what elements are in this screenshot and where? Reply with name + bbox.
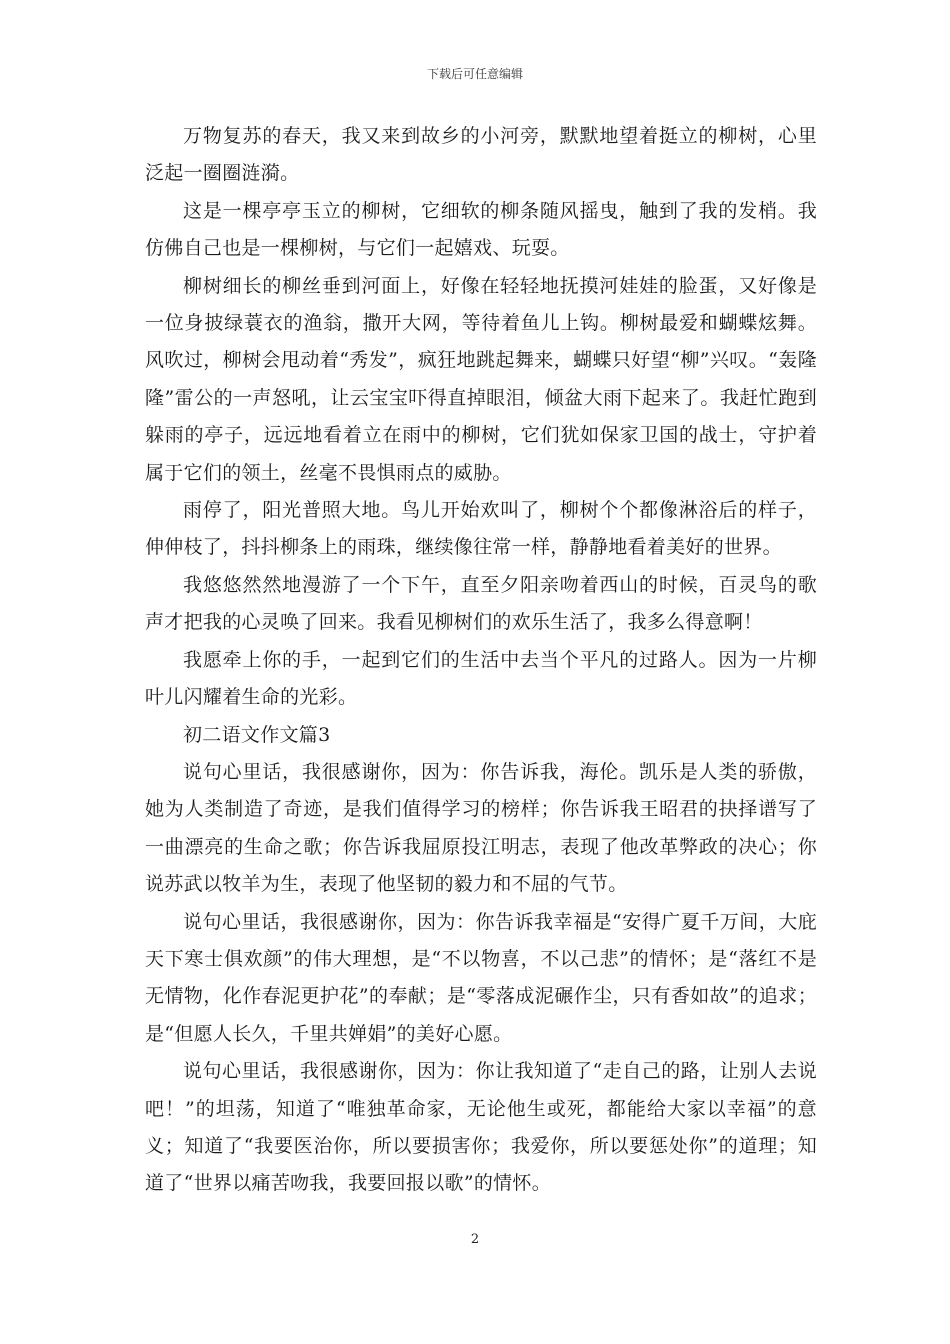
document-body: [145, 118, 817, 1203]
paragraph: 说句心里话，我很感谢你，因为：你让我知道了“走自己的路，让别人去说吧！”的坦荡，知道了“唯独革命家，无论他生或死，都能给大家以幸福”的意义；知道了“我要医治你，所以要损害你；我爱你，所以要惩处你”的道理；知道了“世界以痛苦吻我，我要回报以歌”的情怀。: [145, 1060, 817, 1195]
page-header: 下载后可任意编辑: [426, 67, 523, 81]
paragraph: 说句心里话，我很感谢你，因为：你告诉我幸福是“安得广夏千万间，大庇天下寒士俱欢颜”的伟大理想，是“不以物喜，不以己悲”的情怀；是“落红不是无情物，化作春泥更护花”的奉献；是“零落成泥碾作尘，只有香如故”的追求；是“但愿人长久，千里共婵娟”的美好心愿。: [145, 910, 817, 1045]
paragraph: 说句心里话，我很感谢你，因为：你告诉我，海伦。凯乐是人类的骄傲，她为人类制造了奇迹，是我们值得学习的榜样；你告诉我王昭君的抉择谱写了一曲漂亮的生命之歌；你告诉我屈原投江明志，表现了他改革弊政的决心；你说苏武以牧羊为生，表现了他坚韧的毅力和不屈的气节。: [145, 760, 817, 896]
paragraph: 柳树细长的柳丝垂到河面上，好像在轻轻地抚摸河娃娃的脸蛋，又好像是一位身披绿蓑衣的渔翁，撒开大网，等待着鱼儿上钩。柳树最爱和蝴蝶炫舞。风吹过，柳树会甩动着“秀发”，疯狂地跳起舞来，蝴蝶只好望“柳”兴叹。“轰隆隆”雷公的一声怒吼，让云宝宝吓得直掉眼泪，倾盆大雨下起来了。我赶忙跑到躲雨的亭子，远远地看着立在雨中的柳树，它们犹如保家卫国的战士，守护着属于它们的领土，丝毫不畏惧雨点的威胁。: [145, 274, 817, 484]
paragraph: 我悠悠然然地漫游了一个下午，直至夕阳亲吻着西山的时候，百灵鸟的歌声才把我的心灵唤了回来。我看见柳树们的欢乐生活了，我多么得意啊！: [145, 573, 817, 634]
paragraph: 雨停了，阳光普照大地。鸟儿开始欢叫了，柳树个个都像淋浴后的样子，伸伸枝了，抖抖柳条上的雨珠，继续像往常一样，静静地看着美好的世界。: [145, 499, 817, 559]
section-heading: 初二语文作文篇3: [183, 723, 331, 746]
paragraph: 这是一棵亭亭玉立的柳树，它细软的柳条随风摇曳，触到了我的发梢。我仿佛自己也是一棵柳树，与它们一起嬉戏、玩耍。: [145, 199, 817, 260]
paragraph: 万物复苏的春天，我又来到故乡的小河旁，默默地望着挺立的柳树，心里泛起一圈圈涟漪。: [145, 125, 817, 185]
page-number: 2: [470, 1232, 480, 1247]
paragraph: 我愿牵上你的手，一起到它们的生活中去当个平凡的过路人。因为一片柳叶儿闪耀着生命的光彩。: [145, 648, 817, 709]
